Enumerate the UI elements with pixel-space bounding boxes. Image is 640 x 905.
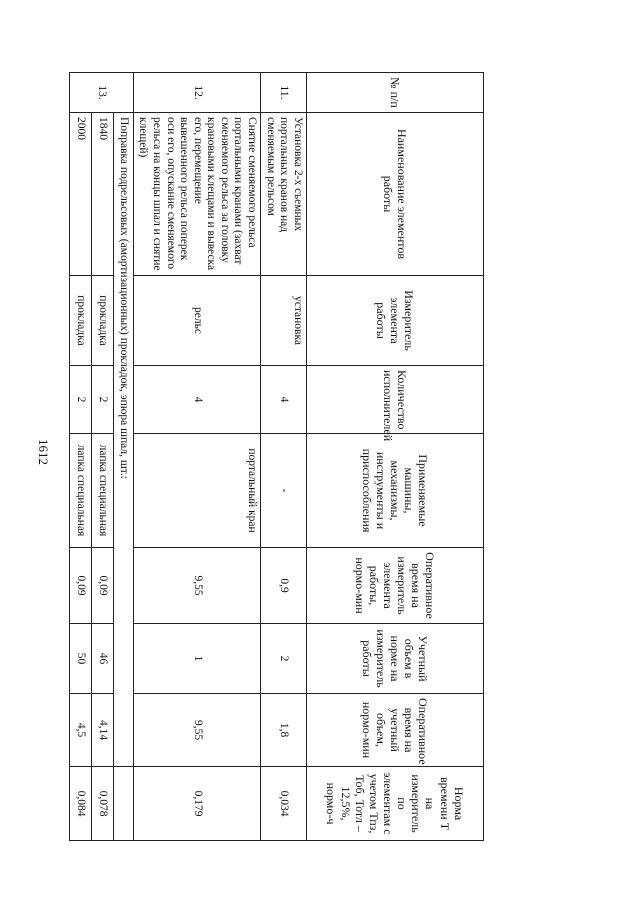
- row13a-unit: прокладка: [91, 276, 113, 366]
- row12-norm: 0,179: [133, 767, 260, 841]
- page-number: 1612: [36, 439, 51, 465]
- table-row: [133, 73, 260, 841]
- row13b-workers: 2: [69, 366, 91, 434]
- row12-num: 12.: [133, 73, 260, 113]
- row12-unit: рельс: [133, 276, 260, 366]
- header-norm: Норма времени Т на измеритель по элементам с учетом Тпз, Тоб, Тотл – 12,5%, нормо-ч: [307, 767, 484, 841]
- row11-workers: 4: [261, 366, 307, 434]
- row12-tools: портальный кран: [133, 434, 260, 548]
- row13a-tools: лапка специальная: [91, 434, 113, 548]
- row11-tools: -: [261, 434, 307, 548]
- row13-epure-1840: 1840: [91, 113, 113, 276]
- table-row: [113, 73, 133, 841]
- table-header-row: [307, 73, 484, 841]
- row12-workers: 4: [133, 366, 260, 434]
- header-op-time-volume: Оперативное время на учетный объем, нормо-мин: [307, 694, 484, 767]
- row12-op-time-volume: 9,55: [133, 694, 260, 767]
- row13b-op-time: 0,09: [69, 548, 91, 624]
- header-volume: Учетный объем в норме на измеритель работы: [307, 624, 484, 694]
- header-name: Наименование элементов работы: [307, 113, 484, 276]
- row13-title: Поправка подрельсовых (амортизационных) прокладок, эпюра шпал, шт.:: [113, 113, 133, 767]
- row12-name: Снятие сменяемого рельса портальными кранами (захват сменяемого рельса за головку крановыми клещами и вывеска его, перемещение вывешенного рельса поперек оси его, опускание сменяемого рельса на концы шпал и снятие клещей): [133, 113, 260, 276]
- row13b-unit: прокладка: [69, 276, 91, 366]
- row13-title-norm-empty: [113, 767, 133, 841]
- row13a-workers: 2: [91, 366, 113, 434]
- table-row: [261, 73, 307, 841]
- header-op-time: Оперативное время на измеритель элемента работы, нормо-мин: [307, 548, 484, 624]
- row11-unit: установка: [261, 276, 307, 366]
- row12-op-time: 9,55: [133, 548, 260, 624]
- row11-num: 11.: [261, 73, 307, 113]
- row13a-op-time: 0,09: [91, 548, 113, 624]
- row13-epure-2000: 2000: [69, 113, 91, 276]
- row13b-op-time-volume: 4,5: [69, 694, 91, 767]
- header-num: № п/п: [307, 73, 484, 113]
- table-row: [91, 73, 113, 841]
- row11-op-time-volume: 1,8: [261, 694, 307, 767]
- row13-num: 13.: [69, 73, 133, 113]
- row12-volume: 1: [133, 624, 260, 694]
- header-workers: Количество исполнителей: [307, 366, 484, 434]
- row13a-op-time-volume: 4,14: [91, 694, 113, 767]
- row13b-volume: 50: [69, 624, 91, 694]
- table-row: [69, 73, 91, 841]
- row13a-norm: 0,078: [91, 767, 113, 841]
- header-tools: Применяемые машины, механизмы, инструменты и приспособления: [307, 434, 484, 548]
- rotated-table-wrapper: [75, 72, 484, 840]
- row11-norm: 0,034: [261, 767, 307, 841]
- row11-name: Установка 2-х съемных портальных кранов над сменяемым рельсом: [261, 113, 307, 276]
- row11-op-time: 0,9: [261, 548, 307, 624]
- header-unit: Измеритель элемента работы: [307, 276, 484, 366]
- rotated-table-container: [75, 72, 484, 840]
- row13a-volume: 46: [91, 624, 113, 694]
- row11-volume: 2: [261, 624, 307, 694]
- row13b-tools: лапка специальная: [69, 434, 91, 548]
- row13b-norm: 0,084: [69, 767, 91, 841]
- work-norms-table: [69, 72, 484, 841]
